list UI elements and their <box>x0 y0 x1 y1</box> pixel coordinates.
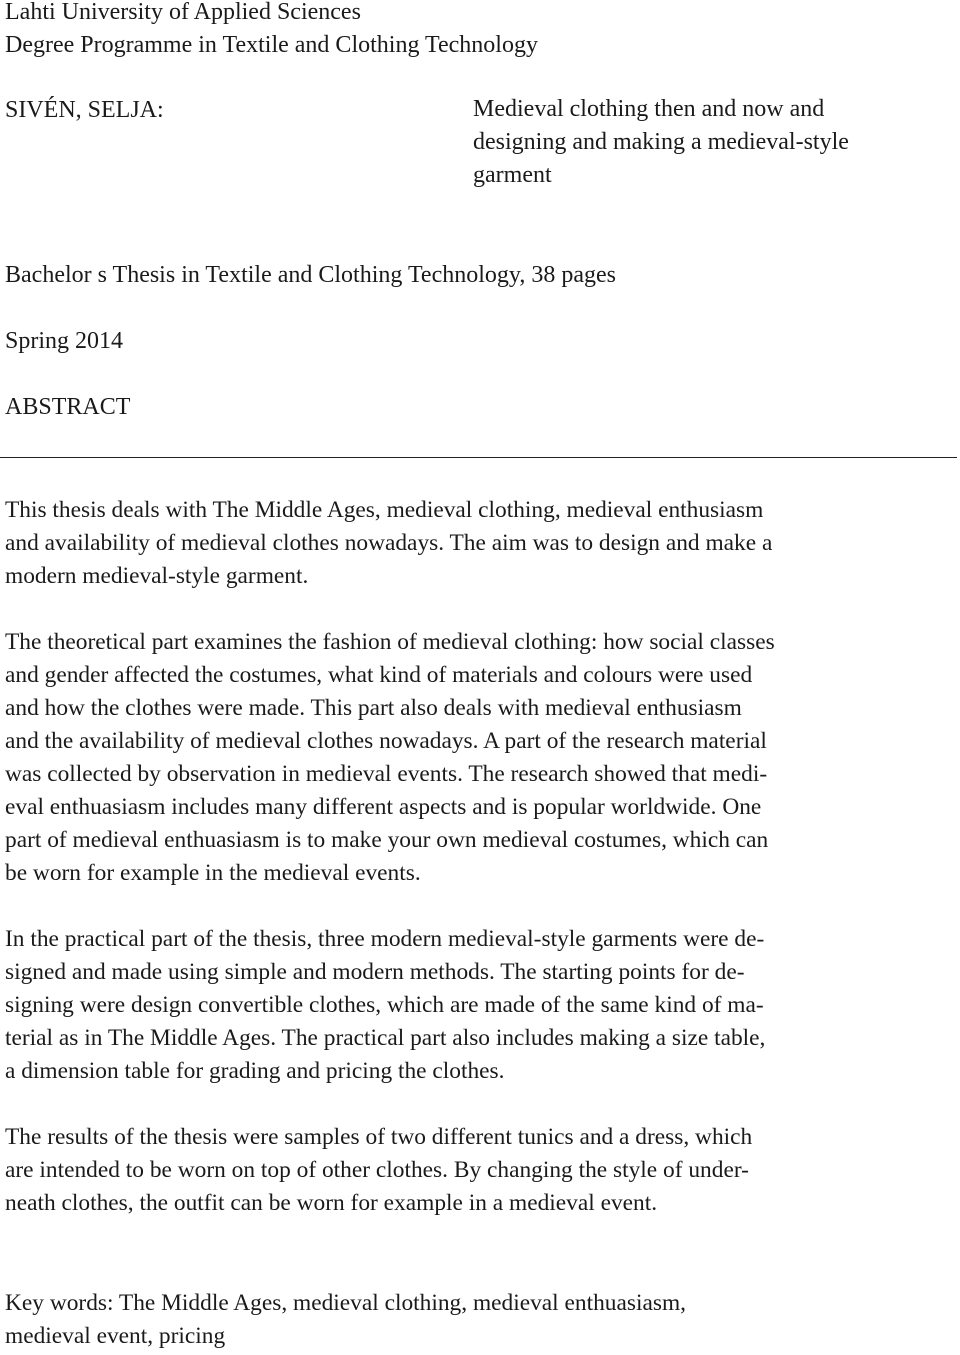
paragraph-line: signing were design convertible clothes, which are made of the same kind of ma- <box>5 992 764 1018</box>
paragraph-line: The results of the thesis were samples of two different tunics and a dress, which <box>5 1124 753 1150</box>
paragraph-line: be worn for example in the medieval events. <box>5 860 421 886</box>
horizontal-divider <box>0 457 957 458</box>
degree-programme: Degree Programme in Textile and Clothing Technology <box>5 32 538 58</box>
thesis-info: Bachelor s Thesis in Textile and Clothing Technology, 38 pages <box>5 262 616 288</box>
paragraph-line: was collected by observation in medieval events. The research showed that medi- <box>5 761 768 787</box>
paragraph-line: neath clothes, the outfit can be worn for example in a medieval event. <box>5 1190 658 1216</box>
section-heading: ABSTRACT <box>5 394 131 420</box>
paragraph-line: signed and made using simple and modern methods. The starting points for de- <box>5 959 745 985</box>
semester: Spring 2014 <box>5 328 124 354</box>
abstract-paragraph-1 <box>5 494 772 593</box>
keywords-line: Key words: The Middle Ages, medieval clothing, medieval enthuasiasm, <box>5 1290 687 1316</box>
thesis-title-line: designing and making a medieval-style <box>473 129 849 155</box>
paragraph-line: and availability of medieval clothes nowadays. The aim was to design and make a <box>5 530 773 556</box>
paragraph-line: The theoretical part examines the fashion of medieval clothing: how social classes <box>5 629 775 655</box>
thesis-title-line: garment <box>473 162 552 188</box>
abstract-paragraph-2 <box>5 626 775 890</box>
paragraph-line: a dimension table for grading and pricing the clothes. <box>5 1058 505 1084</box>
keywords <box>5 1287 686 1353</box>
abstract-paragraph-4 <box>5 1121 752 1220</box>
paragraph-line: terial as in The Middle Ages. The practical part also includes making a size table, <box>5 1025 766 1051</box>
institution-name: Lahti University of Applied Sciences <box>5 0 361 25</box>
paragraph-line: are intended to be worn on top of other clothes. By changing the style of under- <box>5 1157 749 1183</box>
paragraph-line: This thesis deals with The Middle Ages, medieval clothing, medieval enthusiasm <box>5 497 764 523</box>
paragraph-line: and how the clothes were made. This part also deals with medieval enthusiasm <box>5 695 742 721</box>
thesis-title <box>473 93 849 192</box>
author-name: SIVÉN, SELJA: <box>5 97 164 123</box>
paragraph-line: eval enthuasiasm includes many different aspects and is popular worldwide. One <box>5 794 762 820</box>
keywords-line: medieval event, pricing <box>5 1323 226 1349</box>
paragraph-line: and the availability of medieval clothes nowadays. A part of the research material <box>5 728 767 754</box>
paragraph-line: part of medieval enthuasiasm is to make your own medieval costumes, which can <box>5 827 769 853</box>
paragraph-line: and gender affected the costumes, what kind of materials and colours were used <box>5 662 753 688</box>
abstract-paragraph-3 <box>5 923 765 1088</box>
paragraph-line: modern medieval-style garment. <box>5 563 309 589</box>
paragraph-line: In the practical part of the thesis, three modern medieval-style garments were de- <box>5 926 765 952</box>
thesis-title-line: Medieval clothing then and now and <box>473 96 825 122</box>
